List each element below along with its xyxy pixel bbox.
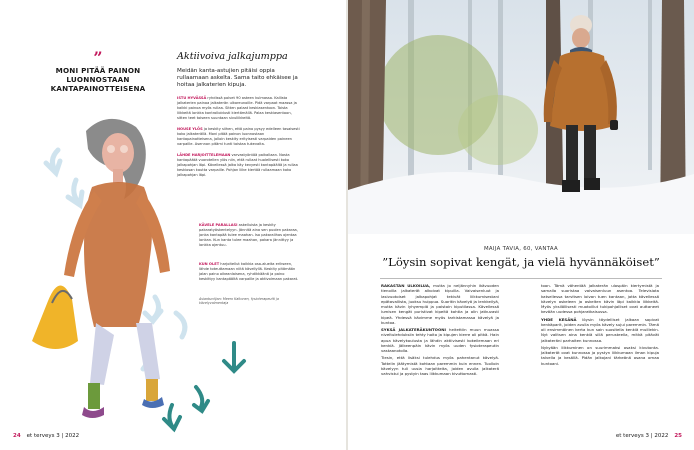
trouser xyxy=(566,125,578,183)
paragraph xyxy=(541,283,659,315)
face xyxy=(572,28,590,48)
divider xyxy=(380,278,662,279)
step-text: harjoitellut kaikkia osa-alueita erikseen, lähde toteuttamaan niitä kävellyllä. Keskity pitämään jalan paino oikeanlaisena, ryhdikkäänä ja paino keskittyy kantapäältä varpaille ja aktivoimaan pakarat. xyxy=(199,262,299,281)
paragraph xyxy=(381,327,499,353)
paragraph xyxy=(541,317,659,343)
step-text: varvastyöntöä paikallaan. Nosta kantapäätä vuorotellen ylös niin, että rullaat huolellisesti koko jalkapohjan läpi. Kävellessä jalka käy kevyesti kantapäältä ja rullaa keskiosan kautta varpaille. Pohjan liike kiertää rullaamaan koko jalkapohjan läpi. xyxy=(177,152,298,177)
trouser-right xyxy=(136,323,160,381)
step-sit xyxy=(177,96,301,121)
quote-mark-icon: ” xyxy=(93,48,103,67)
step-stand-up xyxy=(177,127,301,147)
paragraph-lead: RAKASTAN ULKOILUA, xyxy=(381,283,431,288)
expert-credit: Asiantuntijan: Meero Kaltonen, fysioterapeutti ja kävelyvalmentaja xyxy=(199,297,279,306)
paragraph-text: Tiesin, että lisäksi tulehdus myös pahentanut kävelyä. Tottelin jäätymistä kohtaan paremmin kuin ennen. Tuolloin kävelyyn tuli uusia harjoitteita, joiden avulla jalkaterä vahvistui ja pystyin taas liikkumaan kivuttomasti. xyxy=(381,355,499,376)
yellow-bag xyxy=(32,285,78,349)
sock-left xyxy=(88,383,100,409)
paragraph xyxy=(381,283,499,325)
boot xyxy=(562,180,580,192)
step-practice xyxy=(177,153,301,178)
step-keyword: ISTU HYVÄSSÄ xyxy=(177,95,207,100)
exercise-column xyxy=(177,52,301,178)
page-number: 24 xyxy=(13,433,21,439)
column-lead: Meidän kanta-astujien pitäisi oppia rullaamaan askelta. Sama taito ehkäisee ja hoitaa jalkaterien kipuja. xyxy=(177,67,298,89)
glove xyxy=(610,120,618,130)
step-walk xyxy=(199,223,301,248)
body-column-2 xyxy=(541,283,659,368)
page-number: 25 xyxy=(674,433,682,439)
winter-forest-photo xyxy=(348,0,694,234)
magazine-issue: et terveys 3 | 2022 xyxy=(26,433,80,439)
paragraph-text: Nykyään liikkuminen on suurimmaksi osaksi kivutonta. Jalkaterät ovat kunnossa ja pystyn liikkumaan ilman kipuja talvella ja kesällä. Pidän jalkojani tärkeänä osana omaa kuntoani. xyxy=(541,344,659,366)
step-text: ja keskity siihen, että paino pysyy edelleen tasaisesti koko jalkaterällä. Moni pitää painon luonnostaan kantapainotteisena, jolloin keskity erityisesti varpaiden paineen varpaille. Asennon pitämi tunti toistaa tukevalta. xyxy=(177,126,300,146)
step-keyword: KÄVELE PARALLASI xyxy=(199,223,238,227)
headline: ”Löysin sopivat kengät, ja vielä hyvännäköiset” xyxy=(382,255,660,269)
folio-left xyxy=(13,433,79,439)
step-text: ryhdissä polvet 90 asteen kulmassa. Kallista jalkaterien painoa jalkaterän ulkoreunoille. Pidä varpaat maassa ja kaikki painoa myös rullaa. Sitten palaat keskiasentoon. Toista liikkeitä lonkka kontrolloidusti kiertämällä. Palaa keskiasentoon, sitten teet toiseen suuntaan sivuliikkeitä. xyxy=(177,95,297,120)
paragraph-text: heitettiin muun muassa niveltulehduksiin tehty hoito ja kipujen kierre oli pitkä. Hain apua kävelykoulusta ja lähdin aktiivisesti kokeilemaan eri kenkiä. Jälkeenpäin kävin myös uuden fysioterapeutin vastaanotolla. xyxy=(381,327,500,353)
column-title: Aktiivoiva jalkajumppa xyxy=(177,51,288,62)
magazine-issue: et terveys 3 | 2022 xyxy=(615,433,669,439)
paragraph xyxy=(381,355,499,376)
trouser-left xyxy=(90,323,114,385)
step-combine xyxy=(199,262,301,282)
paragraph-text: mutta jo neljännyhin ikävuoden tienoilla jalkaterät alkoivat kipuilla. Vaivaisenluut ja lasivuotoiset jalkapohjat tekivät liikkumisestani epätavallista, juoksu huippua. Suoritin kävelyä ja lenkkeilyä, mutta kävin lyhyempiä ja paistoin kiputilassa. Kävellessä lumisen kengät puristivat kipeitä kohtia ja olin jatkuvasti kipeä. Yhdessä kävimme myös tarkistamassa kävelyä ja kuntoa. xyxy=(381,283,500,325)
paragraph-lead: YHDE KESÄNÄ xyxy=(541,316,577,322)
paragraph-lead: SYKSÄ JALKATERÄKUNTOONI xyxy=(381,327,446,332)
step-keyword: NOUSE YLÖS xyxy=(177,126,203,131)
left-page xyxy=(0,0,346,450)
byline: MAIJA TAVIA, 60, VANTAA xyxy=(483,246,559,252)
folio-right xyxy=(616,433,682,439)
pullquote xyxy=(42,48,154,93)
paragraph-text: löysin täydelliset jalkaan sopivat kenkäparit, joiden avulla myös kävely sujui paremmin. Tämä oli ensimmäinen kerta kun sain suositella kenkiä muillekin. Nyt valitsen aina kenkiä sillä perusteella, mitkä pitävät jalkateräni parhaiten kunnossa. xyxy=(541,316,659,343)
step-keyword: KUN OLET xyxy=(199,262,220,266)
body-column-1 xyxy=(381,283,499,378)
sock-right xyxy=(146,379,158,401)
pullquote-text: MONI PITÄÄ PAINON LUONNOSTAAN KANTAPAINOTTEISENA xyxy=(50,66,146,93)
right-page xyxy=(348,0,694,450)
step-keyword: LÄHDE HARJOITTELEMAAN xyxy=(177,152,231,157)
paragraph-text: toon. Tämä vähentää jalkaterän ulospäin kiertymistä ja samalla suoristaa vaivaisenluun asentoa. Televisiota katsellessa tarvitsen loivan tuen kantaan, jotta kävellessä kävelyn askeleen ja askelten kävin läpi kaikkia liikkeitä. Myös yksilöllisesti muotoillut tukipohjalliset ovat auttaneet kevään uudessa pohjaratkaisussa. xyxy=(541,283,659,315)
paragraph xyxy=(541,345,659,366)
teal-arrows xyxy=(164,343,244,429)
face xyxy=(102,133,134,173)
step-text: askelluista ja keskity pakaratyöskentelyyn. Jännitä aina sen puolen pakaraa, jonka kantapää tulee maahan. Iso pakaralihas ojentaa lonkan. Kun kanta tulee maahan, pakara jännittyy ja lonkka ojentuu. xyxy=(199,223,298,247)
